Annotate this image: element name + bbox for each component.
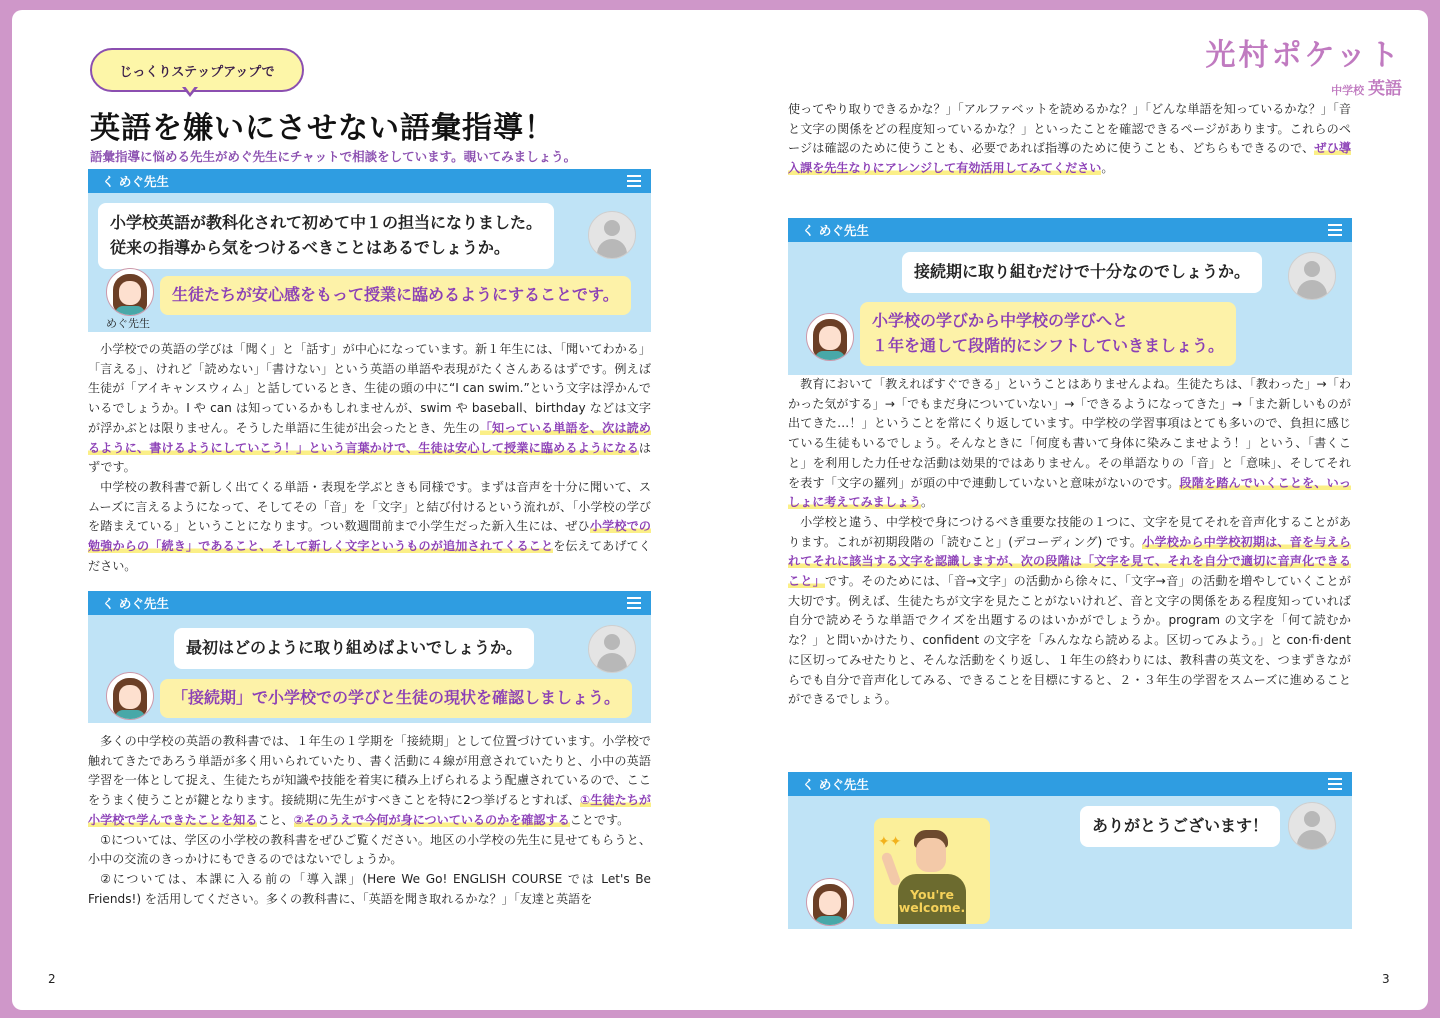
paragraph bbox=[88, 478, 651, 577]
hamburger-menu-icon[interactable] bbox=[627, 597, 641, 609]
user-avatar-icon bbox=[1288, 252, 1336, 300]
hamburger-menu-icon[interactable] bbox=[1328, 778, 1342, 790]
text-run: です。そのためには、「音→文字」の活動から徐々に、「文字→音」の活動を増やしていくことが大切です。例えば、生徒たちが文字を見たことがないけれど、音と文字の関係をある程度知っていれば自分で読めそうな単語でクイズを出題するのはいかがでしょうか。program の文字を「何て読むかな？」と問いかけたり、confident の文字を「みんななら読めるよ。区切ってみよう。」と con·fi·dent に区切ってみせたりと、そんな活動をくり返し、１年生の終わりには、教科書の英文を、つまずきながらでも自分で音声化してみる、できることを目標にすると、２・３年生の学習をスムーズに進めることができるでしょう。 bbox=[788, 574, 1351, 707]
highlight-text: ぜひ導入課を先生なりにアレンジして有効活用してみてください bbox=[788, 141, 1351, 176]
chat-header-label: く めぐ先生 bbox=[102, 174, 169, 189]
youre-welcome-illustration bbox=[874, 818, 990, 924]
text-run: を伝えてあげてください。 bbox=[88, 539, 651, 573]
brand-logo bbox=[1206, 30, 1403, 99]
tag-tail-fill bbox=[184, 85, 196, 93]
answer-line-1: 小学校の学びから中学校の学びへと bbox=[872, 311, 1129, 330]
highlight-text: 小学校から中学校初期は、音を与えられてそれに該当する文字を認識しますが、次の段階は「文字を見て、それを自分で適切に音声化できること」 bbox=[788, 534, 1351, 589]
chat-header bbox=[88, 591, 651, 615]
hamburger-menu-icon[interactable] bbox=[627, 175, 641, 187]
illustration-face bbox=[916, 838, 946, 872]
page-spread bbox=[12, 10, 1428, 1010]
highlight-text: 小学校での勉強からの「続き」であること、そして新しく文字というものが追加されてくること bbox=[88, 519, 651, 554]
question-line-2: 従来の指導から気をつけるべきことはあるでしょうか。 bbox=[110, 237, 510, 257]
pointing-arm bbox=[880, 851, 901, 886]
teacher-caption: めぐ先生 bbox=[106, 317, 150, 330]
body-text-left-2 bbox=[88, 732, 651, 909]
question-line-1: 小学校英語が教科化されて初めて中１の担当になりました。 bbox=[110, 213, 543, 232]
page-number-left: 2 bbox=[48, 972, 56, 986]
answer-bubble: 生徒たちが安心感をもって授業に臨めるようにすることです。 bbox=[160, 276, 631, 315]
body-text-right-1 bbox=[788, 100, 1351, 179]
chat-panel-1 bbox=[88, 169, 651, 332]
brand-title: 光村ポケット bbox=[1205, 38, 1402, 73]
paragraph bbox=[788, 513, 1351, 710]
paragraph: ①については、学区の小学校の教科書をぜひご覧ください。地区の小学校の先生に見せてもらうと、小中の交流のきっかけにもできるのではないでしょうか。 bbox=[88, 832, 651, 867]
text-run: 使ってやり取りできるかな？」「アルファベットを読めるかな？」「どんな単語を知っているかな？」「音と文字の関係をどの程度知っているかな？」といったことを確認できるページがあります。これらのページは確認のために使うことも、必要であれば指導のために使うことも、どちらもできるので、 bbox=[788, 102, 1351, 156]
page-title: 英語を嫌いにさせない語彙指導！ bbox=[90, 111, 555, 146]
shirt-text bbox=[896, 888, 968, 914]
section-tag: じっくりステップアップで bbox=[90, 48, 304, 92]
text-run: 。 bbox=[1101, 161, 1114, 176]
question-bubble: 最初はどのように取り組めばよいでしょうか。 bbox=[174, 628, 534, 669]
paragraph bbox=[88, 340, 651, 478]
chat-header bbox=[88, 169, 651, 193]
highlight-text: 段階を踏んでいくことを、いっしょに考えてみましょう bbox=[788, 475, 1351, 510]
highlight-text: 「知っている単語を、次は読めるように、書けるようにしていこう！」という言葉かけで、生徒は安心して授業に臨めるようになる bbox=[88, 420, 651, 455]
text-run: こと、 bbox=[257, 812, 294, 827]
text-run: 。 bbox=[921, 495, 934, 510]
answer-bubble bbox=[860, 302, 1236, 366]
text-run: 多くの中学校の英語の教科書では、１年生の１学期を「接続期」として位置づけています。小学校で触れてきたであろう単語が多く用いられていたり、書く活動に４線が用意されていたりと、小中の英語学習を一体として捉え、生徒たちが知識や技能を着実に積み上げられるよう配慮されているので、ここをうまく使うことが鍵となります。接続期に先生がすべきことを特に2つ挙げるとすれば、 bbox=[88, 734, 651, 808]
paragraph: ②については、本課に入る前の「導入課」(Here We Go! ENGLISH COURSE では Let's Be Friends!) を活用してください。多くの教科書に、「英語を聞き取れるかな？」「友達と英語を bbox=[88, 871, 651, 906]
chat-header-label: く めぐ先生 bbox=[802, 223, 869, 238]
brand-subtitle bbox=[1206, 74, 1403, 99]
paragraph bbox=[88, 732, 651, 831]
text-run: 教育において「教えればすぐできる」ということはありませんよね。生徒たちは、「教わった」→「わかった気がする」→「でもまだ身についていない」→「できるようになってきた」→「また新しいものが出てきた…！」ということを常にくり返しています。中学校の学習事項はとても多いので、負担に感じている生徒もいるでしょう。そんなときに「何度も書いて身体に染みこませよう！」という、「書くこと」を利用した力任せな活動は効果的ではありません。その単語なりの「音」と「意味」、そしてそれを表す「文字の羅列」が頭の中で連動していないと意味がないのです。 bbox=[788, 377, 1351, 490]
chat-header bbox=[788, 218, 1352, 242]
chat-panel-4 bbox=[788, 772, 1352, 929]
paragraph bbox=[788, 100, 1351, 179]
text-run: 小学校と違う、中学校で身につけるべき重要な技能の１つに、文字を見てそれを音声化することがあります。これが初期段階の「読むこと」(デコーディング) です。 bbox=[788, 514, 1351, 549]
chat-panel-2 bbox=[88, 591, 651, 723]
question-bubble: 接続期に取り組むだけで十分なのでしょうか。 bbox=[902, 252, 1262, 293]
text-run: ことです。 bbox=[569, 812, 630, 827]
highlight-text: ①生徒たちが小学校で学んできたことを知る bbox=[88, 793, 651, 827]
chat-panel-3 bbox=[788, 218, 1352, 375]
user-avatar-icon bbox=[588, 211, 636, 259]
shirt-text-line-2: welcome. bbox=[898, 900, 966, 915]
text-run: はずです。 bbox=[88, 440, 651, 475]
paragraph bbox=[788, 375, 1351, 513]
teacher-avatar-icon bbox=[806, 313, 854, 361]
answer-line-2: １年を通して段階的にシフトしていきましょう。 bbox=[872, 335, 1225, 355]
page-number-right: 3 bbox=[1382, 972, 1390, 986]
body-text-left-1 bbox=[88, 340, 651, 576]
teacher-avatar-icon bbox=[106, 268, 154, 316]
brand-sub-small: 中学校 bbox=[1331, 84, 1365, 97]
chat-header-label: く めぐ先生 bbox=[102, 596, 169, 611]
text-run: 小学校での英語の学びは「聞く」と「話す」が中心になっています。新１年生には、「聞いてわかる」「言える」、けれど「読めない」「書けない」という英語の単語や表現がたくさんあるはずです。例えば生徒が「アイキャンスウィム」と話しているとき、生徒の頭の中に“I can swim.”という文字は浮かんでいるでしょうか。I や can は知っているかもしれませんが、swim や baseball、birthday などは文字が浮かぶとは限りません。そうした単語に生徒が出会ったとき、先生の bbox=[88, 342, 651, 435]
question-bubble: ありがとうございます！ bbox=[1080, 806, 1280, 847]
chat-header bbox=[788, 772, 1352, 796]
question-bubble bbox=[98, 203, 554, 269]
body-text-right-2 bbox=[788, 375, 1351, 710]
teacher-avatar-icon bbox=[806, 878, 854, 926]
page-subtitle: 語彙指導に悩める先生がめぐ先生にチャットで相談をしています。覗いてみましょう。 bbox=[90, 149, 577, 164]
hamburger-menu-icon[interactable] bbox=[1328, 224, 1342, 236]
teacher-avatar-icon bbox=[106, 672, 154, 720]
text-run: 中学校の教科書で新しく出てくる単語・表現を学ぶときも同様です。まずは音声を十分に聞いて、スムーズに言えるようになって、そしてその「音」を「文字」と結び付けるという流れが、「小学校の学びを踏まえている」ということになります。つい数週間前まで小学生だった新入生には、ぜひ bbox=[88, 479, 651, 534]
chat-header-label: く めぐ先生 bbox=[802, 777, 869, 792]
sparkle-icon: ✦✦ bbox=[878, 834, 902, 850]
user-avatar-icon bbox=[588, 625, 636, 673]
brand-sub-big: 英語 bbox=[1368, 79, 1402, 99]
shirt-text-line-1: You're bbox=[910, 887, 954, 902]
highlight-text: ②そのうえで今何が身についているのかを確認する bbox=[293, 812, 570, 827]
user-avatar-icon bbox=[1288, 802, 1336, 850]
answer-bubble: 「接続期」で小学校での学びと生徒の現状を確認しましょう。 bbox=[160, 679, 632, 718]
